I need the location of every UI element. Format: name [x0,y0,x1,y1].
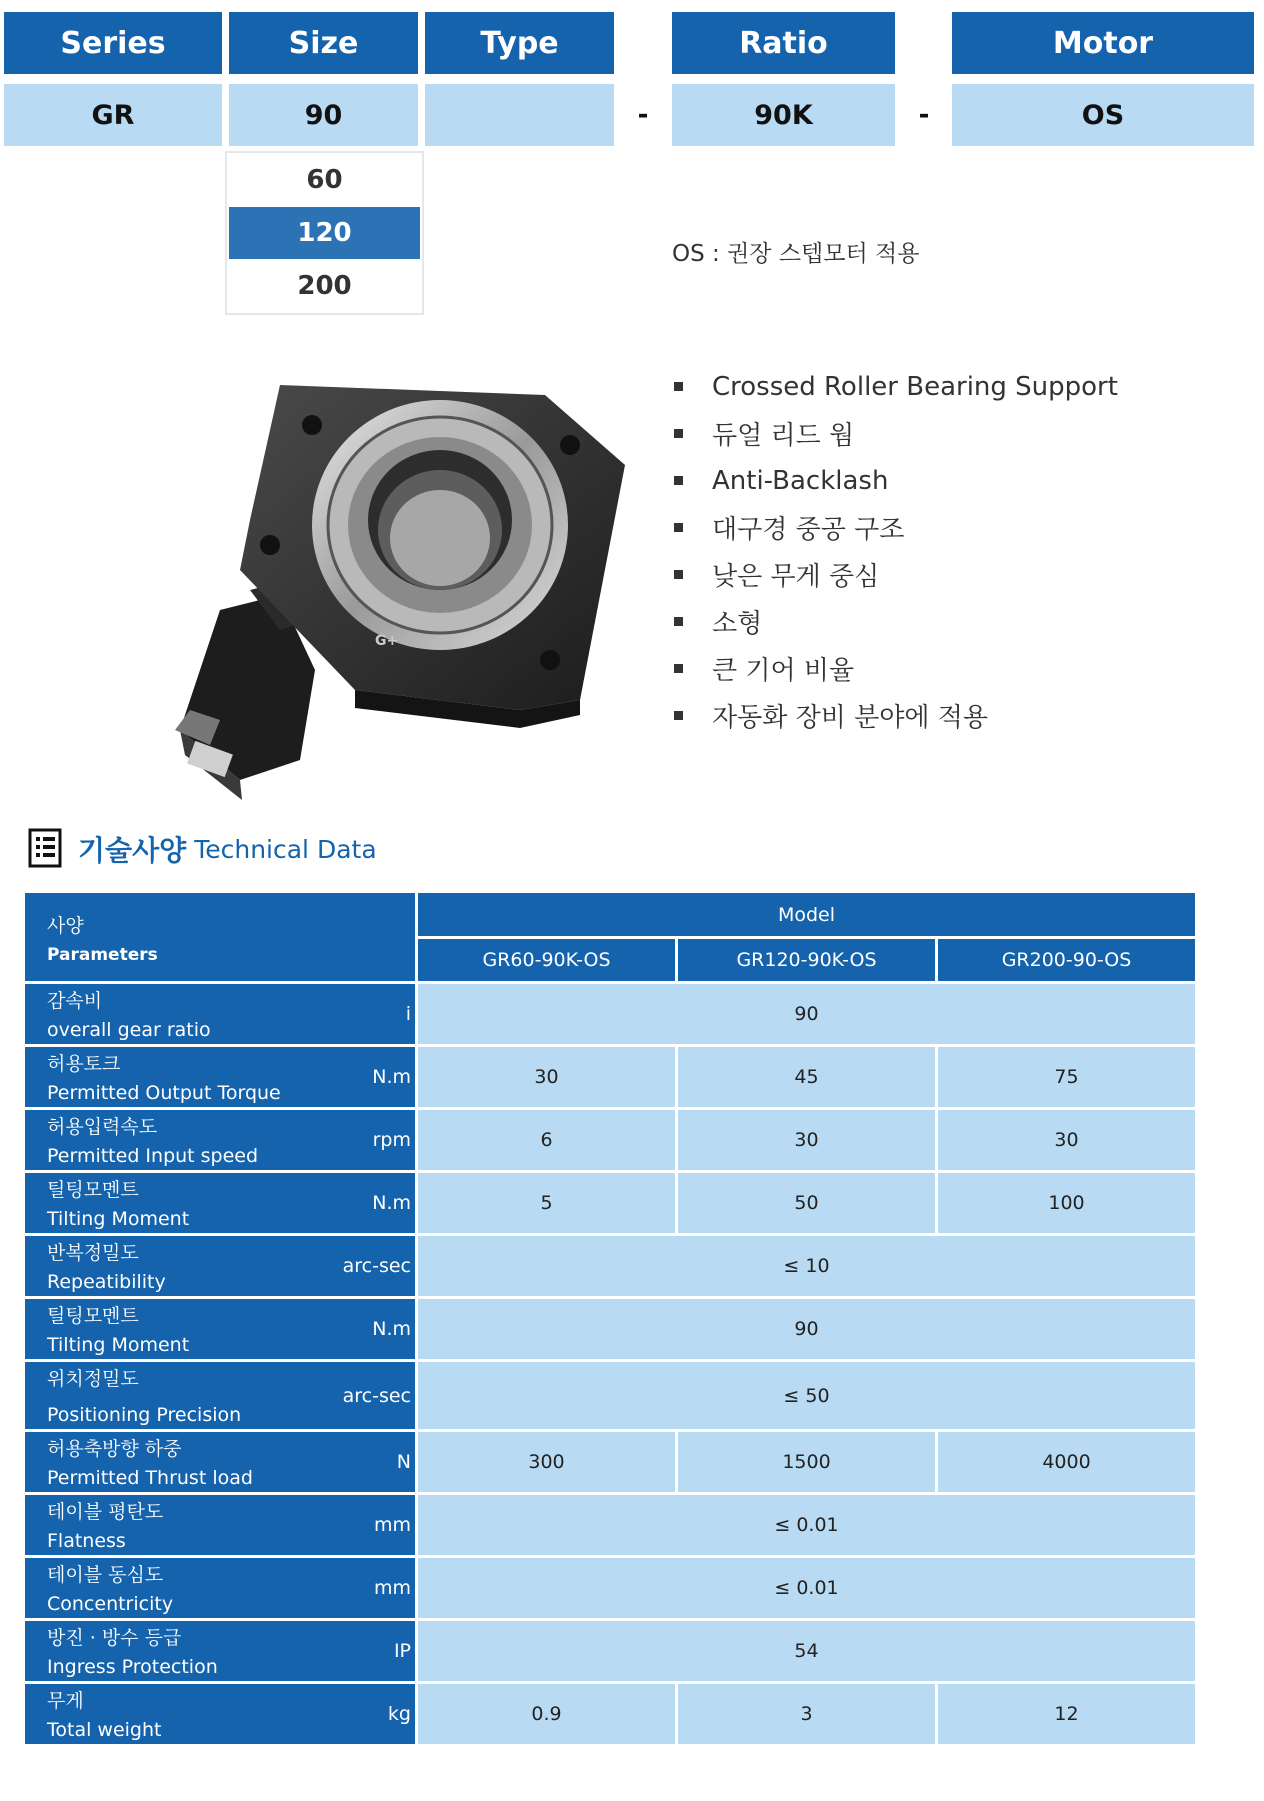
value-cell: 6 [418,1110,675,1170]
parameter-ko: 테이블 평탄도 [47,1501,164,1523]
motor-note: OS : 권장 스텝모터 적용 [672,241,920,267]
parameter-en: Permitted Input speed [47,1145,259,1167]
value-cell: 90 [418,1299,1195,1359]
parameter-unit: mm [373,1577,411,1599]
table-row [25,1299,1195,1359]
table-row [25,984,1195,1044]
motor-header: Motor [952,12,1254,74]
parameter-en: Permitted Output Torque [47,1082,281,1104]
model-header: Model [418,893,1195,936]
bullet-icon [674,382,683,391]
feature-item: 낮은 무게 중심 [672,551,1232,598]
bullet-icon [674,711,683,720]
value-cell: 30 [418,1047,675,1107]
value-cell: ≤ 50 [418,1362,1195,1429]
parameter-unit: N.m [372,1318,411,1340]
parameter-en: Concentricity [47,1593,174,1615]
parameter-en: Tilting Moment [47,1208,190,1230]
parameter-unit: N.m [372,1066,411,1088]
parameter-cell [25,1047,415,1107]
parameter-cell [25,1684,415,1744]
section-title: 기술사양 Technical Data [78,834,377,867]
separator-dash: - [918,100,930,130]
ratio-value: 90K [672,84,895,146]
parameter-unit: N [396,1451,411,1473]
motor-value: OS [952,84,1254,146]
value-cell: 3 [678,1684,935,1744]
value-cell: 5 [418,1173,675,1233]
parameter-cell [25,1621,415,1681]
parameter-unit: rpm [372,1129,411,1151]
model-name: GR120-90K-OS [678,939,935,981]
spec-sheet-icon [28,828,62,868]
value-cell: 45 [678,1047,935,1107]
type-header: Type [425,12,614,74]
parameter-unit: N.m [372,1192,411,1214]
parameter-en: Repeatibility [47,1271,166,1293]
parameter-unit: arc-sec [342,1384,411,1407]
parameter-cell [25,1362,415,1429]
separator-dash: - [637,100,649,130]
model-name: GR200-90-OS [938,939,1195,981]
spec-table [22,890,1198,1747]
value-cell: 75 [938,1047,1195,1107]
bullet-icon [674,476,683,485]
value-cell: ≤ 0.01 [418,1495,1195,1555]
value-cell: 54 [418,1621,1195,1681]
parameter-unit: IP [393,1640,411,1662]
value-cell: ≤ 10 [418,1236,1195,1296]
size-option-200: 200 [297,271,352,301]
feature-item: 큰 기어 비율 [672,645,1232,692]
parameter-cell [25,1558,415,1618]
size-value: 90 [229,84,418,146]
parameter-cell [25,1110,415,1170]
parameter-unit: i [405,1003,411,1025]
parameter-cell [25,1236,415,1296]
bullet-icon [674,570,683,579]
parameter-en: overall gear ratio [47,1019,211,1041]
parameter-ko: 반복정밀도 [47,1242,139,1264]
parameter-ko: 테이블 동심도 [47,1564,164,1586]
value-cell: 300 [418,1432,675,1492]
value-cell: 4000 [938,1432,1195,1492]
parameter-ko: 위치정밀도 [47,1368,139,1390]
size-option-120: 120 [229,207,420,259]
parameter-cell [25,1299,415,1359]
series-value: GR [4,84,222,146]
value-cell: 0.9 [418,1684,675,1744]
product-logo: G+ [375,633,399,649]
table-row [25,1173,1195,1233]
ratio-header: Ratio [672,12,895,74]
parameter-en: Positioning Precision [47,1404,242,1426]
parameter-ko: 허용토크 [47,1053,121,1075]
model-name: GR60-90K-OS [418,939,675,981]
parameter-cell [25,1432,415,1492]
parameter-en: Tilting Moment [47,1334,190,1356]
value-cell: 1500 [678,1432,935,1492]
value-cell: 30 [938,1110,1195,1170]
feature-item: Crossed Roller Bearing Support [672,363,1232,410]
series-header: Series [4,12,222,74]
table-row [25,1495,1195,1555]
parameter-unit: arc-sec [342,1255,411,1277]
parameter-ko: 감속비 [47,990,103,1012]
table-row [25,1362,1195,1429]
bullet-icon [674,523,683,532]
table-row [25,1432,1195,1492]
table-row [25,1047,1195,1107]
parameter-en: Ingress Protection [47,1656,218,1678]
parameter-ko: 허용축방향 하중 [47,1438,182,1460]
parameter-cell [25,1495,415,1555]
parameters-header: 사양 Parameters [25,893,415,981]
value-cell: ≤ 0.01 [418,1558,1195,1618]
parameter-ko: 틸팅모멘트 [47,1179,139,1201]
feature-item: 소형 [672,598,1232,645]
parameter-cell [25,984,415,1044]
table-row [25,1558,1195,1618]
value-cell: 100 [938,1173,1195,1233]
feature-item: 듀얼 리드 웜 [672,410,1232,457]
bullet-icon [674,429,683,438]
value-cell: 50 [678,1173,935,1233]
parameter-en: Total weight [47,1719,162,1741]
feature-item: 대구경 중공 구조 [672,504,1232,551]
parameter-ko: 틸팅모멘트 [47,1305,139,1327]
type-value [425,84,614,146]
table-row [25,1236,1195,1296]
table-row [25,1621,1195,1681]
parameter-unit: mm [373,1514,411,1536]
parameter-en: Flatness [47,1530,126,1552]
parameter-ko: 허용입력속도 [47,1116,158,1138]
bullet-icon [674,664,683,673]
value-cell: 12 [938,1684,1195,1744]
table-row [25,1110,1195,1170]
parameter-cell [25,1173,415,1233]
parameter-unit: kg [387,1703,411,1725]
table-row [25,1684,1195,1744]
feature-item: Anti-Backlash [672,457,1232,504]
parameter-ko: 무게 [47,1690,84,1712]
value-cell: 90 [418,984,1195,1044]
feature-item: 자동화 장비 분야에 적용 [672,692,1232,739]
parameter-en: Permitted Thrust load [47,1467,253,1489]
feature-list [672,363,1232,739]
value-cell: 30 [678,1110,935,1170]
size-header: Size [229,12,418,74]
bullet-icon [674,617,683,626]
parameter-ko: 방진 · 방수 등급 [47,1627,182,1649]
size-option-60: 60 [306,165,343,195]
product-image [150,370,630,810]
